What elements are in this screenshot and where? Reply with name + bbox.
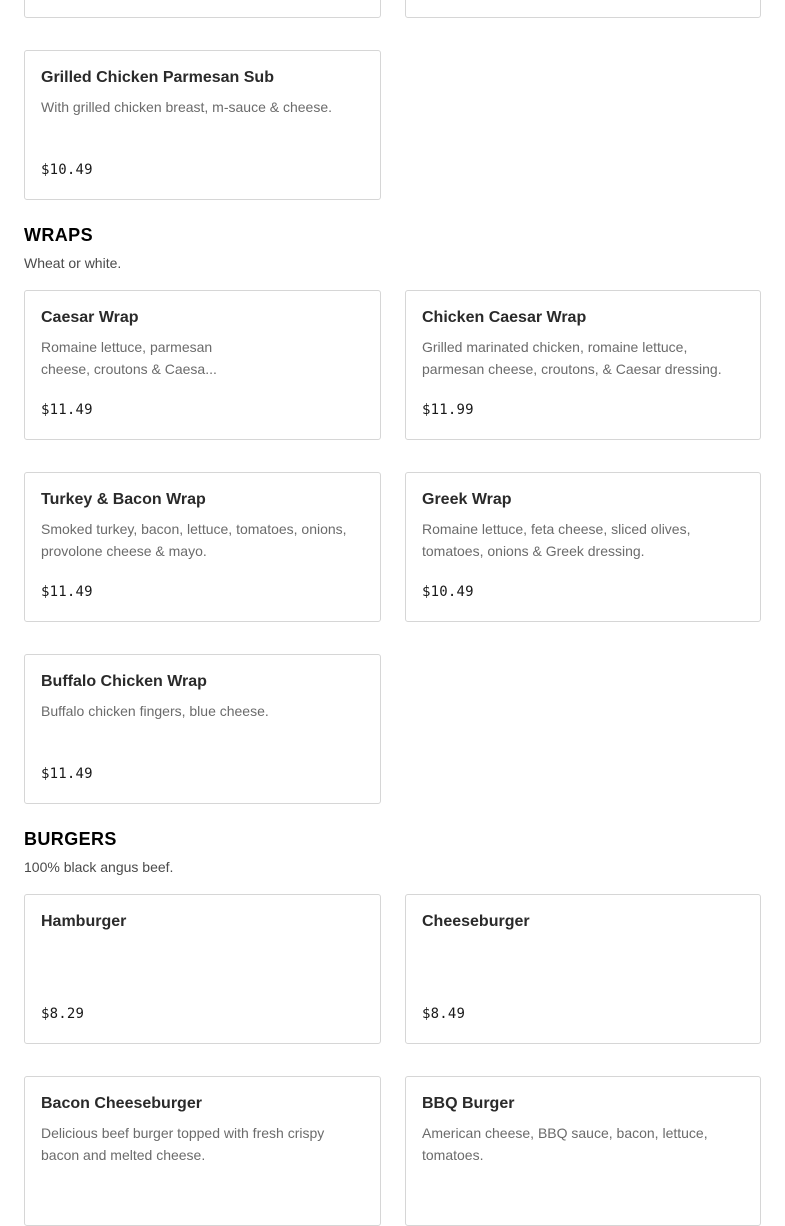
menu-item-name: Bacon Cheeseburger [41,1095,202,1112]
menu-item-description: Romaine lettuce, feta cheese, sliced olives, tomatoes, onions & Greek dressing. [422,521,691,559]
menu-item-price: $10.49 [41,162,93,178]
menu-item-card[interactable] [24,1076,381,1226]
menu-item-price: $10.49 [422,584,474,600]
menu-item-card[interactable] [24,472,381,622]
menu-item-price: $8.29 [41,1006,85,1022]
menu-item-card[interactable] [405,894,761,1044]
menu-item-card[interactable] [405,290,761,440]
section-subtitle-burgers: 100% black angus beef. [24,859,174,875]
menu-item-description: American cheese, BBQ sauce, bacon, lettuce, tomatoes. [422,1125,708,1163]
menu-item-description: Grilled marinated chicken, romaine lettuce, parmesan cheese, croutons, & Caesar dressing. [422,339,722,377]
menu-item-name: Turkey & Bacon Wrap [41,491,206,508]
menu-item-card[interactable] [405,472,761,622]
section-subtitle-wraps: Wheat or white. [24,255,122,271]
menu-item-name: Cheeseburger [422,913,530,930]
menu-item-name: Grilled Chicken Parmesan Sub [41,69,274,86]
menu-item-name: BBQ Burger [422,1095,515,1112]
menu-item-name: Chicken Caesar Wrap [422,309,587,326]
section-title-burgers: BURGERS [24,829,117,849]
menu-item-price: $11.49 [41,402,93,418]
menu-item-price: $11.49 [41,584,93,600]
menu-item-description: Delicious beef burger topped with fresh crispy bacon and melted cheese. [41,1125,325,1163]
menu-item-card[interactable] [24,894,381,1044]
menu-item-description: Buffalo chicken fingers, blue cheese. [41,703,269,719]
menu-item-price: $11.49 [41,766,93,782]
menu-item-description: Romaine lettuce, parmesan cheese, croutons & Caesa... [41,339,217,377]
menu-item-card[interactable] [24,50,381,200]
menu-item-card-partial[interactable] [405,0,761,18]
menu-item-name: Caesar Wrap [41,309,139,326]
menu-item-name: Buffalo Chicken Wrap [41,673,207,690]
menu-item-card[interactable] [24,290,381,440]
section-title-wraps: WRAPS [24,225,93,245]
menu-item-description: With grilled chicken breast, m-sauce & cheese. [41,99,333,115]
menu-item-price: $8.49 [422,1006,466,1022]
menu-item-description: Smoked turkey, bacon, lettuce, tomatoes, onions, provolone cheese & mayo. [41,521,347,559]
menu-item-card-partial[interactable] [24,0,381,18]
menu-item-card[interactable] [405,1076,761,1226]
menu-item-card[interactable] [24,654,381,804]
menu-item-name: Hamburger [41,913,127,930]
menu-item-name: Greek Wrap [422,491,512,508]
menu-item-price: $11.99 [422,402,474,418]
